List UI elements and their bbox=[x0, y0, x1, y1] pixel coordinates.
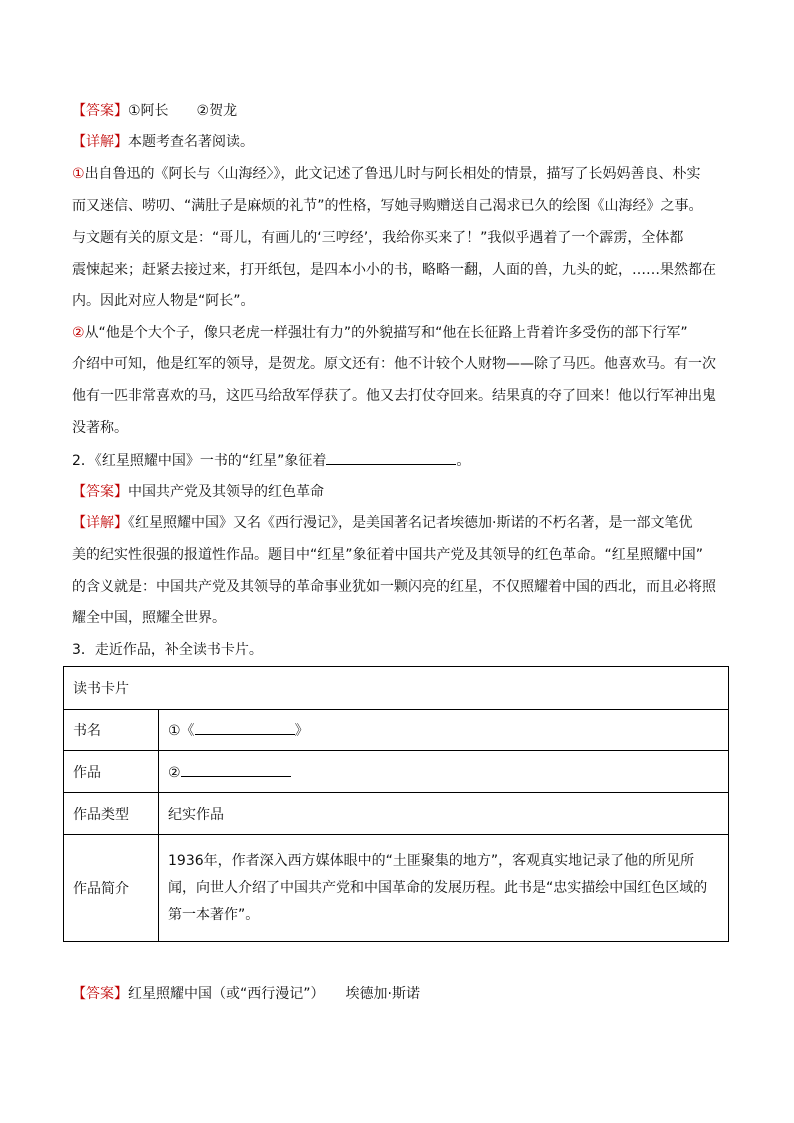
q1-p2-line-3: 他有一匹非常喜欢的马，这匹马给敌军俘获了。他又去打仗夺回来。结果真的夺了回来！他以行军神出鬼 bbox=[72, 388, 716, 404]
q3-question: 3．走近作品，补全读书卡片。 bbox=[72, 642, 263, 658]
q1-p1-line-3: 与文题有关的原文是：“哥儿，有画儿的‘三哼经’，我给你买来了！”我似乎遇着了一个霹雳，全体都 bbox=[72, 230, 684, 246]
q1-p2-line-4: 没著称。 bbox=[72, 420, 128, 436]
card-intro-label: 作品简介 bbox=[64, 835, 159, 942]
q1-detail-line bbox=[72, 132, 254, 152]
card-author-blank bbox=[181, 762, 291, 777]
card-genre-label: 作品类型 bbox=[64, 793, 159, 835]
q2-detail-line-1 bbox=[72, 513, 692, 533]
card-book-label: 书名 bbox=[64, 710, 159, 751]
card-title-row bbox=[64, 667, 729, 710]
q1-p2-text-1: 从“他是个大个子，像只老虎一样强壮有力”的外貌描写和“他在长征路上背着许多受伤的部下行军” bbox=[84, 325, 688, 341]
q3-answer-text: 红星照耀中国（或“西行漫记”） 埃德加·斯诺 bbox=[128, 986, 420, 1002]
q1-answer-text: ①阿长 ②贺龙 bbox=[128, 103, 238, 119]
q2-answer-blank bbox=[326, 450, 456, 465]
card-book-blank bbox=[195, 720, 295, 735]
q1-p1-line-2: 而又迷信、唠叨、“满肚子是麻烦的礼节”的性格，写她寻购赠送自己渴求已久的绘图《山海经》之事。 bbox=[72, 198, 703, 214]
card-book-row bbox=[64, 710, 729, 751]
q1-p2-line-2: 介绍中可知，他是红军的领导，是贺龙。原文还有：他不计较个人财物——除了马匹。他喜欢马。有一次 bbox=[72, 356, 716, 372]
card-intro-cell bbox=[159, 835, 729, 942]
q3-answer-line bbox=[72, 984, 420, 1004]
q1-p2-mark: ② bbox=[72, 325, 85, 341]
q1-answer-tag: 【答案】 bbox=[72, 103, 128, 119]
q2-answer-text: 中国共产党及其领导的红色革命 bbox=[128, 484, 324, 500]
q2-detail-line-4: 耀全中国，照耀全世界。 bbox=[72, 610, 226, 626]
q2-answer-tag: 【答案】 bbox=[72, 484, 128, 500]
q2-detail-text-1: 《红星照耀中国》又名《西行漫记》，是美国著名记者埃德加·斯诺的不朽名著，是一部文笔优 bbox=[128, 515, 693, 531]
card-title: 读书卡片 bbox=[64, 667, 729, 710]
card-author-label: 作品 bbox=[64, 751, 159, 793]
card-book-prefix: ①《 bbox=[168, 723, 195, 739]
q1-detail-tag: 【详解】 bbox=[72, 134, 128, 150]
reading-card-table bbox=[63, 666, 729, 942]
q1-p2-line-1 bbox=[72, 323, 688, 343]
q2-detail-line-3: 的含义就是：中国共产党及其领导的革命事业犹如一颗闪亮的红星，不仅照耀着中国的西北，而且必将照 bbox=[72, 579, 716, 595]
q2-question-end: 。 bbox=[456, 453, 471, 469]
q1-p1-line-4: 震悚起来；赶紧去接过来，打开纸包，是四本小小的书，略略一翻，人面的兽，九头的蛇，……果然都在 bbox=[72, 262, 716, 278]
q2-answer-line bbox=[72, 482, 324, 502]
q2-detail-line-2: 美的纪实性很强的报道性作品。题目中“红星”象征着中国共产党及其领导的红色革命。“红星照耀中国” bbox=[72, 547, 704, 563]
card-author-prefix: ② bbox=[168, 765, 181, 781]
card-book-cell bbox=[159, 710, 729, 751]
card-author-cell bbox=[159, 751, 729, 793]
card-intro-text: 1936年，作者深入西方媒体眼中的“土匪聚集的地方”，客观真实地记录了他的所见所闻，向世人介绍了中国共产党和中国革命的发展历程。此书是“忠实描绘中国红色区域的第一本著作”。 bbox=[168, 852, 708, 923]
q1-detail-intro: 本题考查名著阅读。 bbox=[128, 134, 254, 150]
card-intro-row bbox=[64, 835, 729, 942]
q2-question: 2．《红星照耀中国》一书的“红星”象征着 bbox=[72, 453, 327, 469]
card-genre-value: 纪实作品 bbox=[159, 793, 729, 835]
q1-p1-mark: ① bbox=[72, 166, 85, 182]
card-author-row bbox=[64, 751, 729, 793]
card-book-suffix: 》 bbox=[294, 723, 309, 739]
q3-answer-tag: 【答案】 bbox=[72, 986, 128, 1002]
q1-answer-line bbox=[72, 101, 237, 121]
q2-question-line bbox=[72, 450, 470, 471]
q2-detail-tag: 【详解】 bbox=[72, 515, 128, 531]
q1-p1-line-1 bbox=[72, 164, 701, 184]
card-genre-row bbox=[64, 793, 729, 835]
q1-p1-text-1: 出自鲁迅的《阿长与〈山海经〉》，此文记述了鲁迅儿时与阿长相处的情景，描写了长妈妈善良、朴实 bbox=[84, 166, 701, 182]
q1-p1-line-5: 内。因此对应人物是“阿长”。 bbox=[72, 293, 255, 309]
